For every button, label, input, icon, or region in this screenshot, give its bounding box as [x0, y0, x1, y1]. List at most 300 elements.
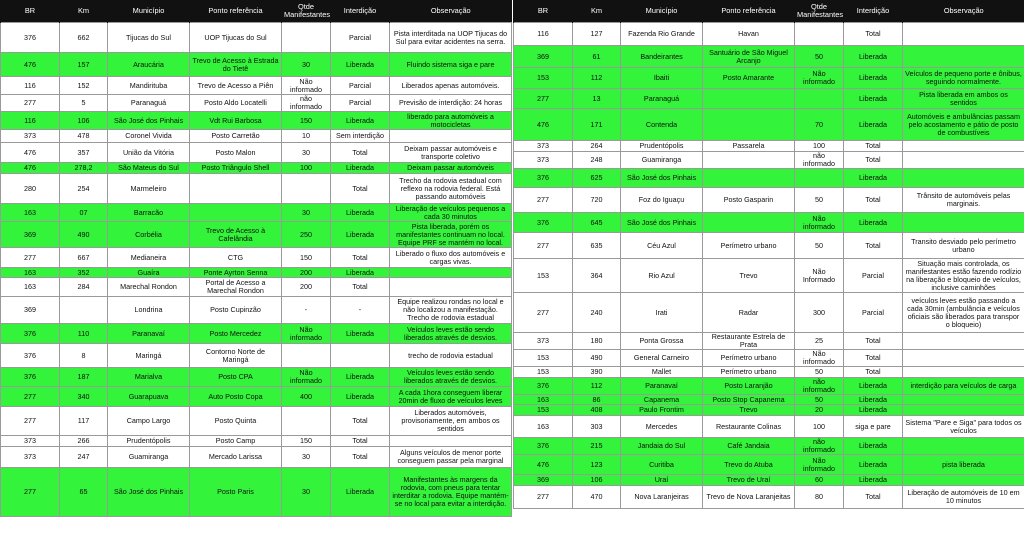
qtde-manifestantes-cell: 50 — [795, 188, 844, 213]
km-cell: 470 — [573, 486, 621, 509]
qtde-manifestantes-cell: Não informado — [282, 324, 331, 344]
interdicao-cell: Liberada — [844, 378, 903, 395]
ponto-referencia-cell: Posto Laranjão — [703, 378, 795, 395]
interdicao-cell: Liberada — [331, 324, 390, 344]
br-cell: 153 — [514, 367, 573, 378]
br-cell: 116 — [1, 112, 60, 130]
col-observacao-header: Observação — [903, 0, 1024, 23]
table-row — [514, 152, 1024, 169]
right-header-row — [514, 0, 1024, 23]
ponto-referencia-cell: Passarela — [703, 141, 795, 152]
table-row — [1, 163, 512, 174]
left-header-row — [1, 0, 512, 23]
km-cell: 645 — [573, 213, 621, 233]
observacao-cell — [903, 367, 1024, 378]
observacao-cell: Liberação de automóveis de 10 em 10 minutos — [903, 486, 1024, 509]
observacao-cell: Liberados automóveis, provisoriamente, em ambos os sentidos — [390, 407, 512, 436]
br-cell: 277 — [514, 486, 573, 509]
observacao-cell: Pista interditada na UOP Tijucas do Sul para evitar acidentes na serra. — [390, 23, 512, 53]
table-row — [514, 89, 1024, 109]
interdicao-cell: Liberada — [331, 53, 390, 77]
km-cell: 86 — [573, 395, 621, 405]
interdicao-cell: Liberada — [331, 468, 390, 517]
br-cell: 277 — [514, 188, 573, 213]
municipio-cell: Fazenda Rio Grande — [621, 23, 703, 46]
observacao-cell: Automóveis e ambulâncias passam pelo acostamento e pátio de posto de combustíveis — [903, 109, 1024, 141]
interdicao-cell: Total — [844, 141, 903, 152]
col-ponto-header: Ponto referência — [190, 0, 282, 23]
qtde-manifestantes-cell: 100 — [795, 416, 844, 438]
interdicao-cell: Liberada — [844, 89, 903, 109]
ponto-referencia-cell: Restaurante Estrela de Prata — [703, 333, 795, 350]
qtde-manifestantes-cell: 150 — [282, 248, 331, 268]
municipio-cell: São José dos Pinhais — [621, 213, 703, 233]
municipio-cell: São José dos Pinhais — [108, 468, 190, 517]
qtde-manifestantes-cell: 250 — [282, 222, 331, 248]
ponto-referencia-cell: Trevo de Acesso à Cafelândia — [190, 222, 282, 248]
table-row — [514, 486, 1024, 509]
table-row — [514, 475, 1024, 486]
table-row — [1, 248, 512, 268]
br-cell: 376 — [514, 378, 573, 395]
interdicao-cell: Total — [331, 278, 390, 297]
interdicao-cell: Total — [331, 248, 390, 268]
qtde-manifestantes-cell — [282, 344, 331, 368]
km-cell: 152 — [60, 77, 108, 95]
br-cell: 376 — [514, 169, 573, 188]
br-cell: 369 — [514, 475, 573, 486]
qtde-manifestantes-cell — [795, 89, 844, 109]
table-row — [1, 204, 512, 222]
qtde-manifestantes-cell — [282, 23, 331, 53]
km-cell: 180 — [573, 333, 621, 350]
ponto-referencia-cell: Café Jandaia — [703, 438, 795, 455]
ponto-referencia-cell: Trevo de Uraí — [703, 475, 795, 486]
observacao-cell: interdição para veículos de carga — [903, 378, 1024, 395]
municipio-cell: Curitiba — [621, 455, 703, 475]
qtde-manifestantes-cell: 30 — [282, 468, 331, 517]
km-cell: 278,2 — [60, 163, 108, 174]
ponto-referencia-cell: Vdt Rui Barbosa — [190, 112, 282, 130]
qtde-manifestantes-cell: 150 — [282, 112, 331, 130]
qtde-manifestantes-cell: 150 — [282, 436, 331, 447]
km-cell: 215 — [573, 438, 621, 455]
municipio-cell: Maringá — [108, 344, 190, 368]
qtde-manifestantes-cell: 10 — [282, 130, 331, 143]
qtde-manifestantes-cell: 50 — [795, 233, 844, 259]
ponto-referencia-cell — [703, 213, 795, 233]
km-cell: 61 — [573, 46, 621, 68]
observacao-cell: Pista liberada em ambos os sentidos — [903, 89, 1024, 109]
interdicao-cell: Liberada — [331, 112, 390, 130]
observacao-cell: Veículos de pequeno porte e ônibus, seguindo normalmente. — [903, 68, 1024, 89]
col-qtde-header: Qtde Manifestantes — [282, 0, 331, 23]
interdicao-cell: Total — [844, 367, 903, 378]
br-cell: 373 — [514, 333, 573, 350]
ponto-referencia-cell: Posto Carretão — [190, 130, 282, 143]
municipio-cell: Prudentópolis — [621, 141, 703, 152]
observacao-cell — [903, 169, 1024, 188]
table-row — [514, 405, 1024, 416]
br-cell: 277 — [1, 407, 60, 436]
br-cell: 277 — [1, 248, 60, 268]
km-cell: 357 — [60, 143, 108, 163]
km-cell: 352 — [60, 268, 108, 278]
qtde-manifestantes-cell: 50 — [795, 46, 844, 68]
observacao-cell — [903, 23, 1024, 46]
observacao-cell: Liberados apenas automóveis. — [390, 77, 512, 95]
ponto-referencia-cell: Trevo — [703, 405, 795, 416]
table-row — [514, 350, 1024, 367]
qtde-manifestantes-cell: não informado — [282, 95, 331, 112]
ponto-referencia-cell: Posto Aldo Locatelli — [190, 95, 282, 112]
col-municipio-header: Município — [621, 0, 703, 23]
municipio-cell: Irati — [621, 293, 703, 333]
col-br-header: BR — [514, 0, 573, 23]
km-cell: 635 — [573, 233, 621, 259]
observacao-cell: Situação mais controlada, os manifestantes estão fazendo rodízio na liberação e bloqueio de veículos, inclusive caminhões — [903, 259, 1024, 293]
observacao-cell — [390, 130, 512, 143]
br-cell: 277 — [514, 89, 573, 109]
km-cell: 284 — [60, 278, 108, 297]
qtde-manifestantes-cell: 20 — [795, 405, 844, 416]
ponto-referencia-cell: Trevo de Acesso a Piên — [190, 77, 282, 95]
observacao-cell — [903, 333, 1024, 350]
qtde-manifestantes-cell: Não informado — [795, 213, 844, 233]
ponto-referencia-cell — [190, 174, 282, 204]
observacao-cell: pista liberada — [903, 455, 1024, 475]
observacao-cell: Liberado o fluxo dos automóveis e cargas vivas. — [390, 248, 512, 268]
km-cell: 112 — [573, 68, 621, 89]
interdicao-cell: Total — [844, 188, 903, 213]
ponto-referencia-cell: Posto Cupinzão — [190, 297, 282, 324]
interdicao-cell: Total — [331, 407, 390, 436]
interdicao-cell: Total — [844, 23, 903, 46]
observacao-cell — [903, 350, 1024, 367]
qtde-manifestantes-cell: não informado — [795, 378, 844, 395]
table-row — [1, 143, 512, 163]
km-cell: 303 — [573, 416, 621, 438]
observacao-cell: Sistema "Pare e Siga" para todos os veículos — [903, 416, 1024, 438]
km-cell: 123 — [573, 455, 621, 475]
table-row — [1, 468, 512, 517]
municipio-cell: São Mateus do Sul — [108, 163, 190, 174]
municipio-cell: Nova Laranjeiras — [621, 486, 703, 509]
interdicao-cell: Liberada — [844, 438, 903, 455]
municipio-cell: Marechal Rondon — [108, 278, 190, 297]
qtde-manifestantes-cell: 30 — [282, 447, 331, 468]
municipio-cell: Barracão — [108, 204, 190, 222]
br-cell: 163 — [1, 278, 60, 297]
br-cell: 373 — [1, 436, 60, 447]
qtde-manifestantes-cell: Não informado — [282, 368, 331, 387]
br-cell: 376 — [514, 438, 573, 455]
qtde-manifestantes-cell: Não informado — [795, 455, 844, 475]
qtde-manifestantes-cell: 30 — [282, 204, 331, 222]
right-table-panel — [513, 0, 1024, 551]
interdicao-cell: Liberada — [331, 222, 390, 248]
interdicao-cell: Total — [844, 350, 903, 367]
observacao-cell — [903, 213, 1024, 233]
br-cell: 373 — [514, 152, 573, 169]
km-cell: 5 — [60, 95, 108, 112]
table-row — [1, 174, 512, 204]
ponto-referencia-cell: Radar — [703, 293, 795, 333]
interdicao-cell: Liberada — [331, 368, 390, 387]
interdicao-cell: Total — [844, 152, 903, 169]
km-cell: 625 — [573, 169, 621, 188]
municipio-cell: Marialva — [108, 368, 190, 387]
interdicao-cell: Parcial — [331, 77, 390, 95]
interdicao-cell: - — [331, 297, 390, 324]
ponto-referencia-cell: Trevo do Atuba — [703, 455, 795, 475]
br-cell: 369 — [1, 222, 60, 248]
br-cell: 476 — [1, 163, 60, 174]
ponto-referencia-cell — [703, 109, 795, 141]
table-row — [514, 416, 1024, 438]
ponto-referencia-cell — [703, 152, 795, 169]
ponto-referencia-cell: Havan — [703, 23, 795, 46]
ponto-referencia-cell: Perímetro urbano — [703, 233, 795, 259]
qtde-manifestantes-cell: 300 — [795, 293, 844, 333]
br-cell: 116 — [514, 23, 573, 46]
interdicao-cell: Liberada — [844, 169, 903, 188]
qtde-manifestantes-cell: 400 — [282, 387, 331, 407]
municipio-cell: Prudentópolis — [108, 436, 190, 447]
qtde-manifestantes-cell: não informado — [795, 438, 844, 455]
interdicao-cell: Liberada — [844, 213, 903, 233]
table-row — [1, 324, 512, 344]
observacao-cell — [903, 152, 1024, 169]
ponto-referencia-cell — [190, 204, 282, 222]
br-cell: 476 — [1, 53, 60, 77]
interdicao-cell: Parcial — [331, 95, 390, 112]
ponto-referencia-cell: Perímetro urbano — [703, 350, 795, 367]
observacao-cell: Fluindo sistema siga e pare — [390, 53, 512, 77]
qtde-manifestantes-cell: 80 — [795, 486, 844, 509]
table-row — [514, 23, 1024, 46]
observacao-cell: Manifestantes às margens da rodovia, com pneus para tentar interditar a rodovia. Equipe mantém-se no local para evitar a interdição. — [390, 468, 512, 517]
ponto-referencia-cell: Contorno Norte de Maringá — [190, 344, 282, 368]
table-row — [514, 46, 1024, 68]
qtde-manifestantes-cell: Não informado — [282, 77, 331, 95]
municipio-cell: São José dos Pinhais — [108, 112, 190, 130]
observacao-cell — [390, 436, 512, 447]
qtde-manifestantes-cell — [795, 169, 844, 188]
km-cell: 490 — [573, 350, 621, 367]
qtde-manifestantes-cell: 100 — [282, 163, 331, 174]
left-blockade-table — [0, 0, 512, 517]
ponto-referencia-cell: Ponte Ayrton Senna — [190, 268, 282, 278]
col-qtde-header: Qtde Manifestantes — [795, 0, 844, 23]
ponto-referencia-cell: Posto Mercedez — [190, 324, 282, 344]
left-table-panel — [0, 0, 511, 551]
municipio-cell: Ibaiti — [621, 68, 703, 89]
interdicao-cell: Total — [331, 447, 390, 468]
table-row — [514, 141, 1024, 152]
km-cell: 478 — [60, 130, 108, 143]
table-row — [514, 109, 1024, 141]
table-row — [1, 130, 512, 143]
interdicao-cell: siga e pare — [844, 416, 903, 438]
observacao-cell — [903, 395, 1024, 405]
ponto-referencia-cell: Posto Camp — [190, 436, 282, 447]
qtde-manifestantes-cell: 30 — [282, 143, 331, 163]
interdicao-cell: Liberada — [331, 387, 390, 407]
ponto-referencia-cell: Posto CPA — [190, 368, 282, 387]
table-row — [1, 407, 512, 436]
interdicao-cell: Liberada — [331, 204, 390, 222]
observacao-cell: Trecho da rodovia estadual com reflexo na rodovia federal. Está passando automóveis — [390, 174, 512, 204]
table-row — [514, 455, 1024, 475]
table-row — [514, 233, 1024, 259]
interdicao-cell: Parcial — [331, 23, 390, 53]
observacao-cell: Veículos leves estão sendo liberados através de desvios. — [390, 368, 512, 387]
km-cell: 106 — [60, 112, 108, 130]
km-cell: 264 — [573, 141, 621, 152]
table-row — [514, 333, 1024, 350]
qtde-manifestantes-cell: 25 — [795, 333, 844, 350]
ponto-referencia-cell: Trevo — [703, 259, 795, 293]
km-cell: 390 — [573, 367, 621, 378]
ponto-referencia-cell: UOP Tijucas do Sul — [190, 23, 282, 53]
municipio-cell: União da Vitória — [108, 143, 190, 163]
qtde-manifestantes-cell: Não informado — [795, 68, 844, 89]
municipio-cell: Ponta Grossa — [621, 333, 703, 350]
br-cell: 376 — [1, 324, 60, 344]
qtde-manifestantes-cell: - — [282, 297, 331, 324]
qtde-manifestantes-cell: não informado — [795, 152, 844, 169]
interdicao-cell: Liberada — [844, 475, 903, 486]
br-cell: 369 — [514, 46, 573, 68]
table-row — [1, 53, 512, 77]
km-cell: 408 — [573, 405, 621, 416]
br-cell: 277 — [514, 233, 573, 259]
col-km-header: Km — [573, 0, 621, 23]
observacao-cell: Equipe realizou rondas no local e não localizou a manifestação. Trecho de rodovia estadual — [390, 297, 512, 324]
municipio-cell: Guamiranga — [621, 152, 703, 169]
qtde-manifestantes-cell: 200 — [282, 268, 331, 278]
municipio-cell: Guarapuava — [108, 387, 190, 407]
municipio-cell: Araucária — [108, 53, 190, 77]
table-row — [514, 395, 1024, 405]
observacao-cell: Liberação de veículos pequenos a cada 30 minutos — [390, 204, 512, 222]
br-cell: 277 — [1, 468, 60, 517]
km-cell — [60, 297, 108, 324]
municipio-cell: Marmeleiro — [108, 174, 190, 204]
km-cell: 110 — [60, 324, 108, 344]
observacao-cell — [390, 268, 512, 278]
interdicao-cell: Total — [844, 333, 903, 350]
col-observacao-header: Observação — [390, 0, 512, 23]
km-cell: 117 — [60, 407, 108, 436]
municipio-cell: Contenda — [621, 109, 703, 141]
km-cell: 340 — [60, 387, 108, 407]
observacao-cell: Veículos leves estão sendo liberados através de desvios. — [390, 324, 512, 344]
km-cell: 157 — [60, 53, 108, 77]
interdicao-cell: Total — [331, 436, 390, 447]
qtde-manifestantes-cell: 50 — [795, 367, 844, 378]
km-cell: 364 — [573, 259, 621, 293]
interdicao-cell: Parcial — [844, 293, 903, 333]
br-cell: 163 — [514, 395, 573, 405]
table-row — [514, 367, 1024, 378]
ponto-referencia-cell: Restaurante Colinas — [703, 416, 795, 438]
table-row — [514, 188, 1024, 213]
municipio-cell: Uraí — [621, 475, 703, 486]
br-cell: 277 — [1, 387, 60, 407]
br-cell: 116 — [1, 77, 60, 95]
col-interdicao-header: Interdição — [331, 0, 390, 23]
interdicao-cell — [331, 344, 390, 368]
table-row — [514, 169, 1024, 188]
col-interdicao-header: Interdição — [844, 0, 903, 23]
municipio-cell: Medianeira — [108, 248, 190, 268]
municipio-cell: Mercedes — [621, 416, 703, 438]
ponto-referencia-cell: Posto Malon — [190, 143, 282, 163]
municipio-cell: Foz do Iguaçu — [621, 188, 703, 213]
ponto-referencia-cell: Auto Posto Copa — [190, 387, 282, 407]
municipio-cell: Coronel Vivida — [108, 130, 190, 143]
br-cell: 153 — [514, 350, 573, 367]
observacao-cell: Trânsito de automóveis pelas marginais. — [903, 188, 1024, 213]
table-row — [1, 436, 512, 447]
interdicao-cell: Total — [844, 486, 903, 509]
observacao-cell — [390, 278, 512, 297]
municipio-cell: Campo Largo — [108, 407, 190, 436]
interdicao-cell: Total — [844, 233, 903, 259]
interdicao-cell: Total — [331, 174, 390, 204]
observacao-cell: A cada 1hora conseguem liberar 20min de fluxo de veículos leves — [390, 387, 512, 407]
table-row — [514, 438, 1024, 455]
municipio-cell: Paranaguá — [108, 95, 190, 112]
ponto-referencia-cell: Posto Gasparin — [703, 188, 795, 213]
municipio-cell: Paranavaí — [621, 378, 703, 395]
table-row — [1, 447, 512, 468]
table-row — [514, 68, 1024, 89]
km-cell: 240 — [573, 293, 621, 333]
km-cell: 667 — [60, 248, 108, 268]
ponto-referencia-cell: Posto Paris — [190, 468, 282, 517]
ponto-referencia-cell — [703, 89, 795, 109]
br-cell: 369 — [1, 297, 60, 324]
br-cell: 277 — [1, 95, 60, 112]
km-cell: 720 — [573, 188, 621, 213]
municipio-cell: General Carneiro — [621, 350, 703, 367]
municipio-cell: Jandaia do Sul — [621, 438, 703, 455]
br-cell: 163 — [1, 268, 60, 278]
br-cell: 163 — [1, 204, 60, 222]
ponto-referencia-cell: Santuário de São Miguel Arcanjo — [703, 46, 795, 68]
table-row — [1, 278, 512, 297]
km-cell: 254 — [60, 174, 108, 204]
interdicao-cell: Liberada — [844, 395, 903, 405]
br-cell: 153 — [514, 68, 573, 89]
interdicao-cell: Liberada — [331, 163, 390, 174]
ponto-referencia-cell: Posto Amarante — [703, 68, 795, 89]
br-cell: 376 — [514, 213, 573, 233]
km-cell: 8 — [60, 344, 108, 368]
br-cell: 280 — [1, 174, 60, 204]
km-cell: 13 — [573, 89, 621, 109]
br-cell: 373 — [1, 447, 60, 468]
table-row — [1, 95, 512, 112]
municipio-cell: Paranavaí — [108, 324, 190, 344]
br-cell: 376 — [1, 368, 60, 387]
table-row — [1, 387, 512, 407]
observacao-cell — [903, 46, 1024, 68]
br-cell: 476 — [514, 455, 573, 475]
